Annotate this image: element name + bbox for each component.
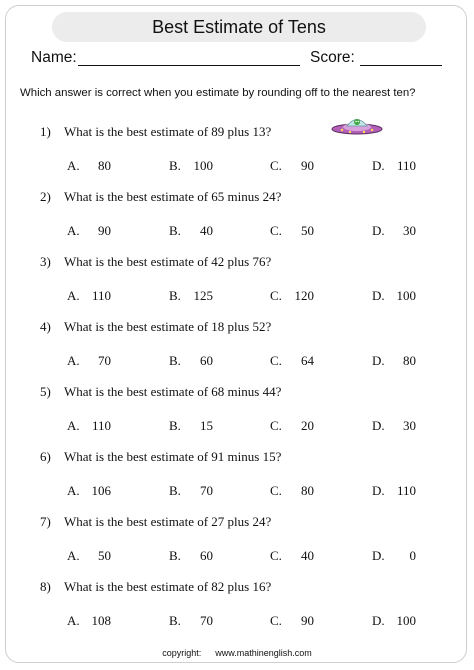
option-letter: A. <box>67 353 80 368</box>
option-letter: D. <box>372 483 385 498</box>
option-letter: C. <box>270 353 282 368</box>
option-value: 80 <box>403 353 416 368</box>
name-label: Name: <box>31 49 77 66</box>
answer-option[interactable] <box>169 613 213 629</box>
option-letter: B. <box>169 483 181 498</box>
answer-option[interactable] <box>67 613 111 629</box>
option-value: 70 <box>200 613 213 628</box>
option-letter: D. <box>372 613 385 628</box>
option-letter: B. <box>169 158 181 173</box>
option-value: 15 <box>200 418 213 433</box>
answer-option[interactable] <box>169 548 213 564</box>
option-letter: B. <box>169 288 181 303</box>
option-letter: B. <box>169 418 181 433</box>
option-value: 110 <box>396 483 416 498</box>
option-value: 110 <box>396 158 416 173</box>
answer-option[interactable] <box>270 223 314 239</box>
name-blank-line <box>78 65 300 66</box>
option-letter: D. <box>372 548 385 563</box>
answer-option[interactable] <box>372 483 416 499</box>
answer-option[interactable] <box>67 483 111 499</box>
answer-option[interactable] <box>270 353 314 369</box>
answer-option[interactable] <box>67 548 111 564</box>
option-value: 110 <box>91 288 111 303</box>
option-value: 30 <box>403 223 416 238</box>
option-letter: D. <box>372 418 385 433</box>
option-value: 80 <box>301 483 314 498</box>
option-value: 60 <box>200 353 213 368</box>
question-text: What is the best estimate of 42 plus 76? <box>64 254 272 269</box>
option-letter: A. <box>67 418 80 433</box>
option-value: 110 <box>91 418 111 433</box>
ufo-icon <box>330 114 384 136</box>
option-letter: C. <box>270 158 282 173</box>
option-value: 106 <box>91 483 111 498</box>
answer-option[interactable] <box>169 223 213 239</box>
answer-option[interactable] <box>169 288 213 304</box>
option-value: 80 <box>98 158 111 173</box>
option-letter: A. <box>67 288 80 303</box>
option-letter: C. <box>270 483 282 498</box>
site-link[interactable]: www.mathinenglish.com <box>215 648 312 658</box>
answer-option[interactable] <box>372 418 416 434</box>
answer-option[interactable] <box>169 353 213 369</box>
name-score-row <box>0 49 474 71</box>
question-text: What is the best estimate of 89 plus 13? <box>64 124 272 139</box>
option-letter: C. <box>270 288 282 303</box>
option-value: 70 <box>200 483 213 498</box>
question-number: 6) <box>40 449 51 464</box>
answer-option[interactable] <box>67 418 111 434</box>
option-letter: A. <box>67 613 80 628</box>
option-letter: C. <box>270 613 282 628</box>
option-value: 20 <box>301 418 314 433</box>
option-letter: B. <box>169 548 181 563</box>
option-value: 90 <box>301 158 314 173</box>
answer-option[interactable] <box>372 158 416 174</box>
option-letter: B. <box>169 223 181 238</box>
option-value: 125 <box>193 288 213 303</box>
option-value: 108 <box>91 613 111 628</box>
answer-option[interactable] <box>270 483 314 499</box>
option-value: 120 <box>294 288 314 303</box>
question-number: 4) <box>40 319 51 334</box>
answer-option[interactable] <box>372 548 416 564</box>
option-value: 30 <box>403 418 416 433</box>
option-letter: A. <box>67 548 80 563</box>
answer-option[interactable] <box>372 223 416 239</box>
page-title: Best Estimate of Tens <box>152 17 326 37</box>
question-number: 3) <box>40 254 51 269</box>
answer-option[interactable] <box>372 613 416 629</box>
option-value: 64 <box>301 353 314 368</box>
answer-option[interactable] <box>270 418 314 434</box>
question-number: 1) <box>40 124 51 139</box>
answer-option[interactable] <box>67 158 111 174</box>
answer-option[interactable] <box>67 223 111 239</box>
option-letter: A. <box>67 483 80 498</box>
option-letter: D. <box>372 288 385 303</box>
score-blank-line <box>360 65 442 66</box>
option-letter: A. <box>67 223 80 238</box>
option-value: 90 <box>301 613 314 628</box>
option-value: 60 <box>200 548 213 563</box>
question-text: What is the best estimate of 91 minus 15? <box>64 449 282 464</box>
question-text: What is the best estimate of 27 plus 24? <box>64 514 272 529</box>
question-text: What is the best estimate of 18 plus 52? <box>64 319 272 334</box>
option-value: 100 <box>396 613 416 628</box>
option-value: 50 <box>98 548 111 563</box>
option-value: 40 <box>200 223 213 238</box>
option-letter: D. <box>372 158 385 173</box>
option-value: 100 <box>396 288 416 303</box>
answer-option[interactable] <box>169 158 213 174</box>
option-letter: D. <box>372 223 385 238</box>
option-value: 90 <box>98 223 111 238</box>
answer-option[interactable] <box>67 288 111 304</box>
question-text: What is the best estimate of 68 minus 44? <box>64 384 282 399</box>
answer-option[interactable] <box>169 483 213 499</box>
answer-option[interactable] <box>372 288 416 304</box>
question-number: 2) <box>40 189 51 204</box>
question-number: 8) <box>40 579 51 594</box>
answer-option[interactable] <box>270 548 314 564</box>
option-letter: C. <box>270 548 282 563</box>
answer-option[interactable] <box>270 158 314 174</box>
option-value: 100 <box>193 158 213 173</box>
footer <box>0 648 474 658</box>
option-letter: B. <box>169 613 181 628</box>
answer-option[interactable] <box>372 353 416 369</box>
answer-option[interactable] <box>270 613 314 629</box>
option-letter: A. <box>67 158 80 173</box>
score-label: Score: <box>310 49 355 66</box>
option-value: 70 <box>98 353 111 368</box>
question-number: 7) <box>40 514 51 529</box>
option-letter: C. <box>270 418 282 433</box>
question-text: What is the best estimate of 65 minus 24? <box>64 189 282 204</box>
option-value: 0 <box>409 548 416 563</box>
copyright-label: copyright: <box>162 648 202 658</box>
option-letter: B. <box>169 353 181 368</box>
option-letter: C. <box>270 223 282 238</box>
question-text: What is the best estimate of 82 plus 16? <box>64 579 272 594</box>
question-number: 5) <box>40 384 51 399</box>
instructions: Which answer is correct when you estimate by rounding off to the nearest ten? <box>20 87 416 99</box>
option-value: 50 <box>301 223 314 238</box>
option-letter: D. <box>372 353 385 368</box>
answer-option[interactable] <box>270 288 314 304</box>
option-value: 40 <box>301 548 314 563</box>
answer-option[interactable] <box>169 418 213 434</box>
answer-option[interactable] <box>67 353 111 369</box>
